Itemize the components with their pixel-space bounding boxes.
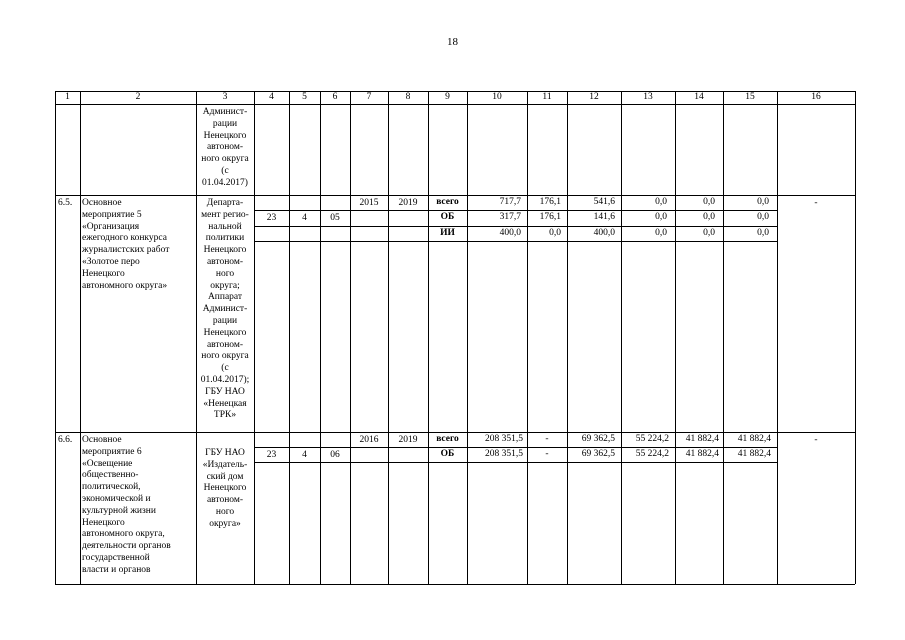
column-header-7: 7 [366,92,372,102]
executor-cell-line: автоном- [206,257,244,267]
activity-name-line: государственной [82,553,150,563]
code-program: 4 [302,450,307,460]
amount-2016: 541,6 [593,197,615,207]
activity-name-line: автономного округа» [82,280,168,291]
executor-cell-line: политики [205,233,245,244]
amount-2016: 141,6 [593,212,615,222]
page-number: 18 [447,36,458,48]
table-column-border [621,91,622,584]
executor-cell-line: Департа- [206,198,244,208]
code-ministry: 23 [266,213,277,223]
column-header-15: 15 [745,92,755,102]
column-header-12: 12 [589,92,599,102]
table-column-border [467,91,468,584]
activity-name-line: культурной жизни [82,505,156,516]
amount-2017: 0,0 [655,228,667,238]
table-column-border [196,91,197,584]
executor-cell-line: округа» [209,518,241,529]
executor-cell-line: ГБУ НАО [205,386,245,397]
table-row-border [55,584,855,585]
table-column-border [428,91,429,584]
amount-2018: 41 882,4 [685,449,719,459]
funding-source: всего [436,197,459,207]
activity-name-line: Ненецкого [82,268,125,279]
activity-name-line: автономного округа, [82,529,165,540]
column-header-6: 6 [332,92,338,102]
activity-name-line: Основное [82,198,122,208]
table-row-border [55,104,855,105]
executor-cell-line: рации [212,316,238,326]
table-column-border [527,91,528,584]
amount-2015: 0,0 [549,228,561,238]
column-header-11: 11 [542,92,552,102]
table-column-border [289,91,290,584]
year-end: 2019 [398,198,418,208]
executor-cell-line: Админист- [202,304,248,315]
table-subrow-border [254,226,777,227]
executor-cell-line: ТРК» [213,410,237,421]
column-header-14: 14 [694,92,704,102]
funding-source: ИИ [440,228,455,238]
table-column-border [388,91,389,584]
activity-name-line: «Золотое перо [82,257,140,267]
amount-2015: - [545,434,549,444]
code-ministry: 23 [266,450,277,460]
table-subrow-border [254,210,777,211]
amount-2017: 0,0 [655,212,667,222]
executor-cell-line: «Издатель- [202,459,248,470]
amount-2018: 41 882,4 [685,434,719,444]
executor-cell-line: нальной [208,221,242,232]
table-column-border [80,91,81,584]
activity-name-line: Ненецкого [82,517,125,528]
activity-name-line: экономической и [82,494,151,504]
amount-2019: 41 882,4 [737,449,771,459]
activity-name-line: журналистских работ [82,245,170,256]
code-activity: 05 [330,213,340,223]
column-header-2: 2 [135,92,141,102]
amount-2017: 55 224,2 [635,449,669,459]
amount-2019: 0,0 [757,228,769,238]
column-header-8: 8 [405,92,411,102]
column-header-3: 3 [222,92,228,102]
amount-total: 208 351,5 [485,434,523,444]
amount-2015: 176,1 [539,197,561,207]
year-end: 2019 [398,435,418,445]
row-number: 6.6. [58,435,73,445]
table-column-border [855,91,856,584]
executor-cell-line: ного округа [201,351,249,362]
executor-cell-line: ский дом [206,471,244,482]
activity-name-line: власти и органов [82,564,151,575]
amount-2018: 0,0 [703,212,715,222]
amount-2016: 69 362,5 [581,449,615,459]
activity-name-line: «Освещение [82,458,133,469]
executor-cell-line: ного округа [201,154,249,165]
table-subrow-border [254,241,777,242]
column-header-5: 5 [302,92,307,102]
year-start: 2015 [359,198,379,208]
executor-cell-line: Аппарат [207,292,243,303]
amount-total: 317,7 [499,212,521,222]
activity-name-line: «Организация [82,221,140,232]
amount-2016: 69 362,5 [581,434,615,444]
amount-2015: 176,1 [539,212,561,222]
table-subrow-border [254,447,777,448]
column-header-10: 10 [492,92,502,102]
funding-source: ОБ [440,449,455,459]
amount-2019: 41 882,4 [737,434,771,444]
executor-cell-line: ГБУ НАО [205,448,245,458]
note-cell: - [814,435,818,445]
amount-2016: 400,0 [593,228,615,238]
executor-cell-line: Админист- [202,107,248,117]
activity-name-line: мероприятие 5 [82,209,142,220]
executor-cell-line: Ненецкого [203,483,247,494]
amount-2018: 0,0 [703,197,715,207]
table-column-border [723,91,724,584]
column-header-1: 1 [65,92,70,102]
executor-cell-line: автоном- [206,339,244,350]
executor-cell-line: 01.04.2017); [200,375,250,385]
executor-cell-line: Ненецкого [203,327,247,338]
table-column-border [55,91,56,584]
column-header-13: 13 [643,92,653,102]
column-header-4: 4 [269,92,274,102]
year-start: 2016 [359,435,379,445]
table-subrow-border [254,462,777,463]
activity-name-line: Основное [82,435,122,445]
table-column-border [567,91,568,584]
code-activity: 06 [330,450,340,460]
executor-cell-line: ного [215,268,235,279]
executor-cell-line: автоном- [206,495,244,506]
note-cell: - [814,198,818,208]
executor-cell-line: Ненецкого [203,130,247,141]
executor-cell-line: мент регио- [201,209,249,220]
executor-cell-line: Ненецкого [203,245,247,256]
executor-cell-line: ного [215,507,235,517]
table-column-border [777,91,778,584]
executor-cell-line: округа; [210,280,240,291]
funding-source: ОБ [440,212,455,222]
amount-2017: 55 224,2 [635,434,669,444]
column-header-9: 9 [445,92,450,102]
executor-cell-line: (с [221,166,229,176]
activity-name-line: общественно- [82,470,139,481]
executor-cell-line: автоном- [206,142,244,153]
executor-cell-line: 01.04.2017) [202,177,248,188]
activity-name-line: мероприятие 6 [82,446,142,457]
amount-total: 208 351,5 [485,449,523,459]
executor-cell-line: (с [221,363,229,374]
table-column-border [675,91,676,584]
column-header-16: 16 [811,92,821,102]
code-program: 4 [302,213,307,223]
amount-2019: 0,0 [757,212,769,222]
activity-name-line: деятельности органов [82,541,171,552]
activity-name-line: ежегодного конкурса [82,233,167,244]
table-column-border [320,91,321,584]
amount-total: 717,7 [499,197,521,207]
table-row-border [55,432,855,433]
table-column-border [350,91,351,584]
executor-cell-line: рации [212,118,238,129]
amount-2015: - [545,449,549,459]
row-number: 6.5. [58,198,73,208]
amount-total: 400,0 [499,228,521,238]
amount-2017: 0,0 [655,197,667,207]
executor-cell-line: «Ненецкая [203,398,247,409]
activity-name-line: политической, [82,482,141,493]
funding-source: всего [436,434,459,444]
amount-2019: 0,0 [757,197,769,207]
amount-2018: 0,0 [703,228,715,238]
table-column-border [254,91,255,584]
table-row-border [55,195,855,196]
